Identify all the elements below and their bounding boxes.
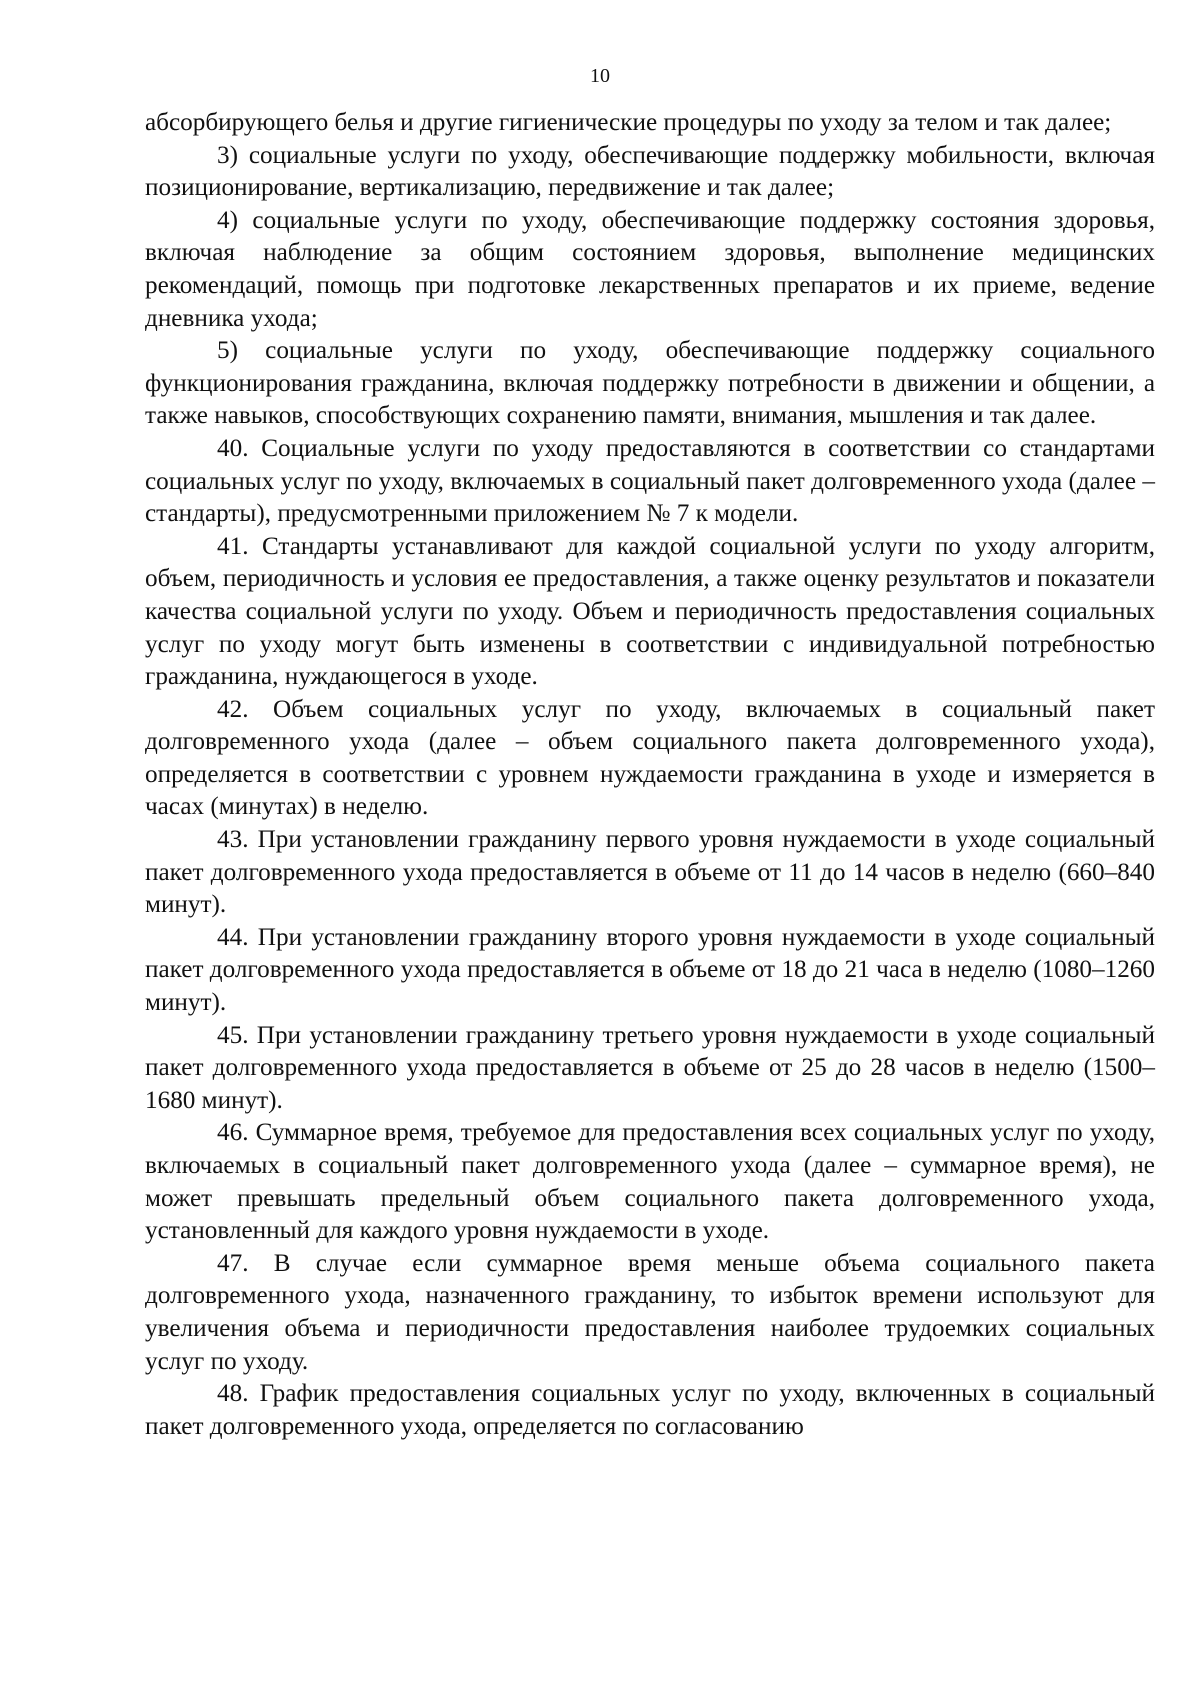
paragraph-41: 41. Стандарты устанавливают для каждой социальной услуги по уходу алгоритм, объем, периодичность и условия ее предоставления, а также оценку результатов и показатели качества социальной услуги по уходу. Объем и периодичность предоставления социальных услуг по уходу могут быть изменены в соответствии с индивидуальной потребностью гражданина, нуждающегося в уходе. — [145, 532, 1155, 691]
paragraph-item-4: 4) социальные услуги по уходу, обеспечивающие поддержку состояния здоровья, включая наблюдение за общим состоянием здоровья, выполнение медицинских рекомендаций, помощь при подготовке лекарственных препаратов и их приеме, ведение дневника ухода; — [145, 206, 1155, 332]
paragraph-47: 47. В случае если суммарное время меньше объема социального пакета долговременного ухода, назначенного гражданину, то избыток времени используют для увеличения объема и периодичности предоставления наиболее трудоемких социальных услуг по уходу. — [145, 1249, 1155, 1375]
paragraph-48: 48. График предоставления социальных услуг по уходу, включенных в социальный пакет долговременного ухода, определяется по согласованию — [145, 1380, 1155, 1440]
paragraph-item-5: 5) социальные услуги по уходу, обеспечивающие поддержку социального функционирования гражданина, включая поддержку потребности в движении и общении, а также навыков, способствующих сохранению памяти, внимания, мышления и так далее. — [145, 337, 1155, 430]
paragraph-continuation: абсорбирующего белья и другие гигиенические процедуры по уходу за телом и так далее; — [145, 109, 1112, 136]
paragraph-45: 45. При установлении гражданину третьего уровня нуждаемости в уходе социальный пакет долговременного ухода предоставляется в объеме от 25 до 28 часов в неделю (1500–1680 минут). — [145, 1021, 1155, 1114]
page-number: 10 — [590, 65, 610, 87]
paragraph-43: 43. При установлении гражданину первого уровня нуждаемости в уходе социальный пакет долговременного ухода предоставляется в объеме от 11 до 14 часов в неделю (660–840 минут). — [145, 826, 1155, 919]
document-body — [145, 107, 1155, 1443]
paragraph-item-3: 3) социальные услуги по уходу, обеспечивающие поддержку мобильности, включая позиционирование, вертикализацию, передвижение и так далее; — [145, 141, 1155, 202]
paragraph-46: 46. Суммарное время, требуемое для предоставления всех социальных услуг по уходу, включаемых в социальный пакет долговременного ухода (далее – суммарное время), не может превышать предельный объем социального пакета долговременного ухода, установленный для каждого уровня нуждаемости в уходе. — [145, 1119, 1155, 1245]
paragraph-42: 42. Объем социальных услуг по уходу, включаемых в социальный пакет долговременного ухода (далее – объем социального пакета долговременного ухода), определяется в соответствии с уровнем нуждаемости гражданина в уходе и измеряется в часах (минутах) в неделю. — [145, 695, 1155, 821]
paragraph-40: 40. Социальные услуги по уходу предоставляются в соответствии со стандартами социальных услуг по уходу, включаемых в социальный пакет долговременного ухода (далее – стандарты), предусмотренными приложением № 7 к модели. — [145, 434, 1155, 528]
paragraph-44: 44. При установлении гражданину второго уровня нуждаемости в уходе социальный пакет долговременного ухода предоставляется в объеме от 18 до 21 часа в неделю (1080–1260 минут). — [145, 923, 1155, 1017]
